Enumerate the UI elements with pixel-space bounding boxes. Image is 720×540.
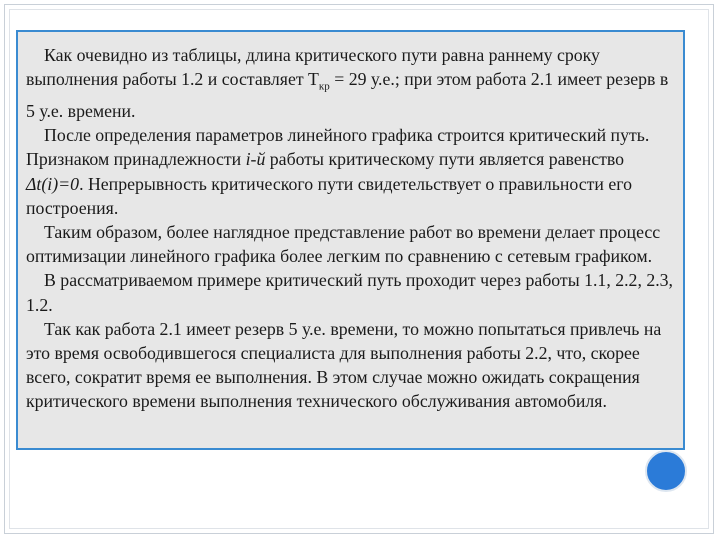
p2-text-a: После определения параметров линейного графика строится критический путь. Признаком принадлежности [26, 125, 650, 170]
content-text-box [16, 30, 685, 450]
p1-text-a: Как очевидно из таблицы, длина критического пути равна раннему сроку выполнения работы 1.2 и составляет Т [26, 45, 600, 90]
paragraph-example-path: В рассматриваемом примере критический путь проходит через работы 1.1, 2.2, 2.3, 1.2. [26, 270, 674, 315]
paragraph-visual-representation: Таким образом, более наглядное представление работ во времени делает процесс оптимизации линейного графика более легким по сравнению с сетевым графиком. [26, 221, 661, 267]
paragraph-reserve-usage: Так как работа 2.1 имеет резерв 5 у.е. времени, то можно попытаться привлечь на это время освободившегося специалиста для выполнения работы 2.2, что, скорее всего, сократит время ее выполнения. В этом случае можно ожидать сокращения критического времени выполнения технического обслуживания автомобиля. [26, 318, 662, 412]
p2-italic-b: Δt(i)=0 [26, 173, 80, 194]
p1-subscript: кр [318, 80, 330, 93]
p2-text-b: работы критическому пути является равенство [265, 149, 625, 170]
paragraph-critical-path-sign [26, 123, 675, 220]
p1-text-b: = 29 у.е.; при этом работа 2.1 имеет резерв в 5 у.е. времени. [26, 69, 669, 121]
decorative-circle [645, 450, 687, 492]
paragraph-critical-path-length [26, 43, 675, 123]
p2-text-c: . Непрерывность критического пути свидетельствует о правильности его построения. [26, 173, 632, 218]
p2-italic-a: i-й [245, 149, 266, 170]
